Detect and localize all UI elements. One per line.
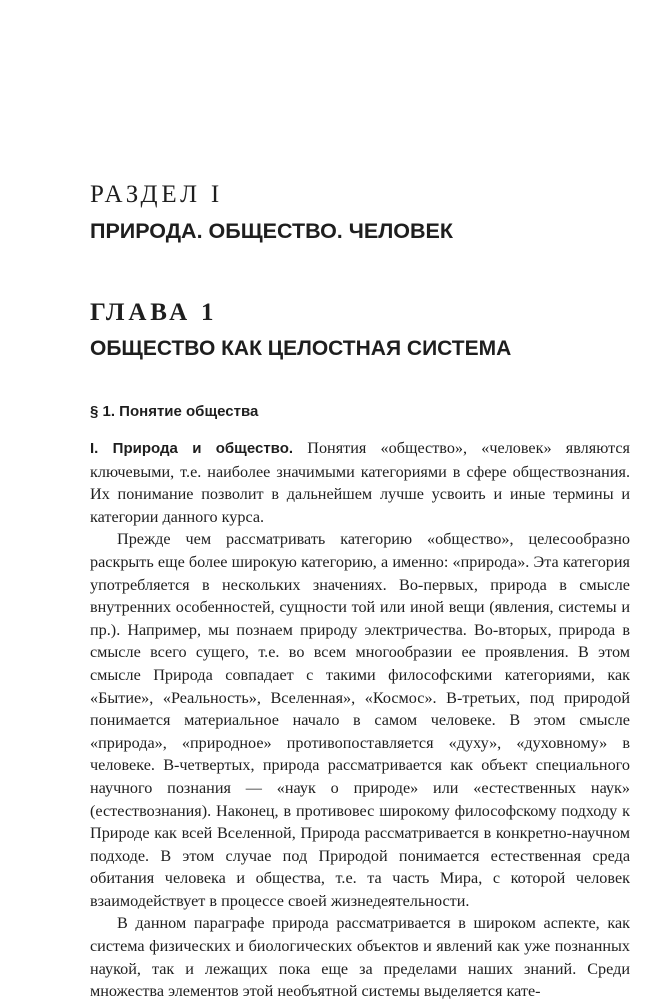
body-text (90, 437, 630, 1003)
paragraph-heading: § 1. Понятие общества (90, 403, 259, 420)
chapter-title: ОБЩЕСТВО КАК ЦЕЛОСТНАЯ СИСТЕМА (90, 337, 512, 360)
chapter-label: ГЛАВА 1 (90, 299, 218, 326)
paragraph-lead-heading: I. Природа и общество. (90, 440, 294, 457)
body-paragraph-2: Прежде чем рассматривать категорию «общество», целесообразно раскрыть еще более широкую категорию, а именно: «природа». Эта категория употребляется в нескольких значениях. Во-первых, природа в смысле внутренних особенностей, сущности той или иной вещи (явления, системы и пр.). Например, мы познаем природу электричества. Во-вторых, природа в смысле всего сущего, т.е. во всем многообразии ее проявления. В этом смысле Природа совпадает с такими философскими категориями, как «Бытие», «Реальность», Вселенная», «Космос». В-третьих, под природой понимается материальное начало в самом человеке. В этом смысле «природа», «природное» противопоставляется «духу», «духовному» в человеке. В-четвертых, природа рассматривается как объект специального научного познания — «наук о природе» или «естественных наук» (естествознания). Наконец, в противовес широкому философскому подходу к Природе как всей Вселенной, Природа рассматривается в конкретно-научном подходе. В этом случае под Природой понимается естественная среда обитания человека и общества, т.е. та часть Мира, с которой человек взаимодействует в процессе своей жизнедеятельности. (90, 530, 630, 910)
paragraph-1-text: Понятия «общество», «человек» являются ключевыми, т.е. наиболее значимыми категориями в сфере обществознания. Их понимание позволит в дальнейшем лучше усвоить и иные термины и категории данного курса. (90, 439, 630, 526)
body-paragraph-3: В данном параграфе природа рассматривается в широком аспекте, как система физических и биологических объектов и явлений как уже познанных наукой, так и лежащих пока еще за пределами наших знаний. Среди множества элементов этой необъятной системы выделяется кате- (90, 914, 630, 1001)
body-paragraph-1 (90, 437, 630, 528)
section-label: РАЗДЕЛ I (90, 181, 224, 208)
section-title: ПРИРОДА. ОБЩЕСТВО. ЧЕЛОВЕК (90, 219, 453, 243)
